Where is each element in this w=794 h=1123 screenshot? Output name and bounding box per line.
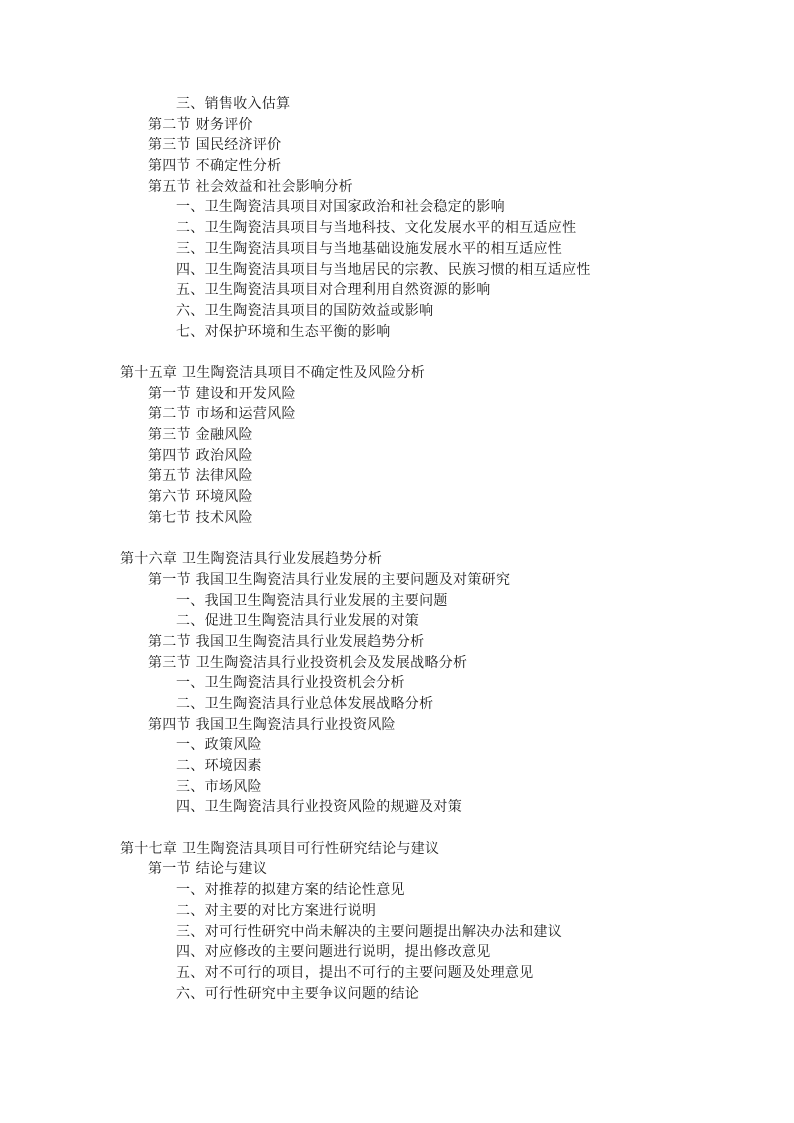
subsection-item: 二、卫生陶瓷洁具项目与当地科技、文化发展水平的相互适应性 bbox=[176, 220, 577, 237]
blank-line bbox=[0, 528, 794, 549]
chapter-heading: 第十七章 卫生陶瓷洁具项目可行性研究结论与建议 bbox=[120, 840, 440, 857]
subsection-item: 一、我国卫生陶瓷洁具行业发展的主要问题 bbox=[176, 592, 448, 609]
subsection-item: 四、卫生陶瓷洁具项目与当地居民的宗教、民族习惯的相互适应性 bbox=[176, 261, 591, 278]
section-heading: 第一节 我国卫生陶瓷洁具行业发展的主要问题及对策研究 bbox=[148, 571, 511, 588]
section-heading: 第四节 不确定性分析 bbox=[148, 158, 282, 175]
subsection-item: 一、对推荐的拟建方案的结论性意见 bbox=[176, 882, 405, 899]
subsection-item: 二、环境因素 bbox=[176, 758, 262, 774]
subsection-item: 二、卫生陶瓷洁具行业总体发展战略分析 bbox=[176, 695, 434, 712]
subsection-item: 一、卫生陶瓷洁具项目对国家政治和社会稳定的影响 bbox=[176, 199, 505, 216]
section-heading: 第二节 我国卫生陶瓷洁具行业发展趋势分析 bbox=[148, 633, 425, 650]
subsection-item: 三、销售收入估算 bbox=[176, 96, 291, 112]
subsection-item: 三、对可行性研究中尚未解决的主要问题提出解决办法和建议 bbox=[176, 923, 563, 940]
section-heading: 第五节 法律风险 bbox=[148, 468, 253, 485]
table-of-contents bbox=[0, 94, 794, 1004]
section-heading: 第七节 技术风险 bbox=[148, 509, 253, 526]
section-heading: 第五节 社会效益和社会影响分析 bbox=[148, 178, 353, 195]
subsection-item: 五、卫生陶瓷洁具项目对合理利用自然资源的影响 bbox=[176, 282, 491, 299]
section-heading: 第六节 环境风险 bbox=[148, 489, 253, 506]
subsection-item: 一、卫生陶瓷洁具行业投资机会分析 bbox=[176, 675, 405, 692]
section-heading: 第四节 政治风险 bbox=[148, 447, 253, 464]
section-heading: 第二节 财务评价 bbox=[148, 116, 253, 133]
subsection-item: 六、卫生陶瓷洁具项目的国防效益或影响 bbox=[176, 302, 434, 319]
section-heading: 第三节 卫生陶瓷洁具行业投资机会及发展战略分析 bbox=[148, 654, 468, 671]
section-heading: 第二节 市场和运营风险 bbox=[148, 406, 296, 423]
section-heading: 第一节 建设和开发风险 bbox=[148, 385, 296, 402]
subsection-item: 二、对主要的对比方案进行说明 bbox=[176, 902, 377, 919]
subsection-item: 四、对应修改的主要问题进行说明，提出修改意见 bbox=[176, 944, 491, 961]
subsection-item: 二、促进卫生陶瓷洁具行业发展的对策 bbox=[176, 613, 420, 630]
blank-line bbox=[0, 818, 794, 839]
subsection-item: 七、对保护环境和生态平衡的影响 bbox=[176, 323, 391, 340]
section-heading: 第三节 国民经济评价 bbox=[148, 137, 282, 154]
subsection-item: 三、市场风险 bbox=[176, 778, 262, 795]
section-heading: 第一节 结论与建议 bbox=[148, 861, 268, 878]
chapter-heading: 第十五章 卫生陶瓷洁具项目不确定性及风险分析 bbox=[120, 364, 426, 381]
subsection-item: 三、卫生陶瓷洁具项目与当地基础设施发展水平的相互适应性 bbox=[176, 240, 563, 257]
section-heading: 第四节 我国卫生陶瓷洁具行业投资风险 bbox=[148, 716, 396, 733]
subsection-item: 六、可行性研究中主要争议问题的结论 bbox=[176, 985, 420, 1002]
subsection-item: 四、卫生陶瓷洁具行业投资风险的规避及对策 bbox=[176, 799, 462, 816]
chapter-heading: 第十六章 卫生陶瓷洁具行业发展趋势分析 bbox=[120, 551, 383, 568]
blank-line bbox=[0, 342, 794, 363]
subsection-item: 五、对不可行的项目，提出不可行的主要问题及处理意见 bbox=[176, 964, 534, 981]
section-heading: 第三节 金融风险 bbox=[148, 427, 253, 443]
subsection-item: 一、政策风险 bbox=[176, 737, 262, 754]
